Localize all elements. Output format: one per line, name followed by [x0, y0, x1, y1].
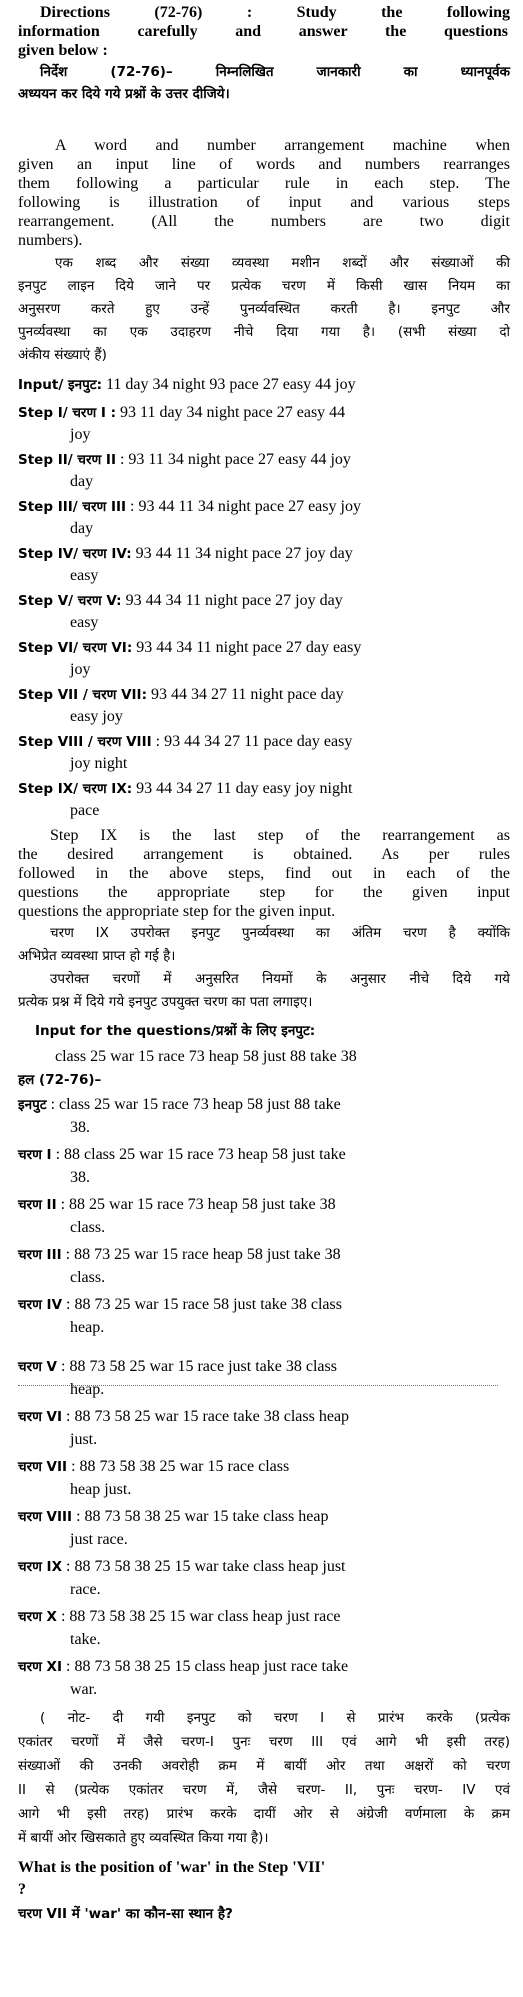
example-step-1: Step I/ चरण I : 93 11 day 34 night pace 27 easy 44 [18, 404, 346, 421]
solution-row-input: इनपुट : class 25 war 15 race 73 heap 58 just 88 take [18, 1096, 341, 1113]
solution-row-step-5: चरण V : 88 73 58 25 war 15 race just take 38 class [18, 1358, 337, 1375]
intro-line-6: numbers). [18, 232, 83, 249]
note-line-5: आगे भी इसी तरह) प्रारंभ करके दायीं ओर से अंग्रेजी वर्णमाला के क्रम [18, 1806, 510, 1822]
directions-line-2: information carefully and answer the questions [18, 23, 508, 40]
intro-hindi-line-2: इनपुट लाइन दिये जाने पर प्रत्येक चरण में किसी खास नियम का [18, 278, 510, 294]
example-step-9-cont: pace [70, 802, 100, 819]
solution-row-step-1: चरण I : 88 class 25 war 15 race 73 heap 58 just take [18, 1146, 346, 1163]
note-line-3: संख्याओं की उनकी अवरोही क्रम में बायीं ओर तथा अक्षरों को चरण [18, 1758, 510, 1774]
example-step-2: Step II/ चरण II : 93 11 34 night pace 27 easy 44 joy [18, 451, 351, 468]
solution-row-step-5-cont: heap. [70, 1381, 105, 1398]
intro-hindi-line-5: अंकीय संख्याएं हैं) [18, 347, 107, 363]
example-step-4-cont: easy [70, 567, 99, 584]
conclusion-hindi-line-1: चरण IX उपरोक्त इनपुट पुनर्व्यवस्था का अंतिम चरण है क्योंकि [50, 925, 510, 941]
question-english: What is the position of 'war' in the Step 'VII' [18, 1859, 326, 1876]
note-line-6: में बायीं ओर खिसकाते हुए व्यवस्थित किया गया है)। [18, 1830, 269, 1846]
solution-row-step-4: चरण IV : 88 73 25 war 15 race 58 just take 38 class [18, 1296, 342, 1313]
question-hindi: चरण VII में 'war' का कौन-सा स्थान है? [18, 1906, 233, 1922]
example-step-6: Step VI/ चरण VI: 93 44 34 11 night pace 27 day easy [18, 639, 362, 656]
solution-row-step-3: चरण III : 88 73 25 war 15 race heap 58 just take 38 [18, 1246, 341, 1263]
example-step-5: Step V/ चरण V: 93 44 34 11 night pace 27 joy day [18, 592, 343, 609]
solution-heading: हल (72-76)– [18, 1072, 102, 1088]
conclusion-hindi-line-2: अभिप्रेत व्यवस्था प्राप्त हो गई है। [18, 948, 176, 964]
intro-line-4: following is illustration of input and various steps [18, 194, 510, 211]
solution-row-step-1-cont: 38. [70, 1169, 90, 1186]
example-step-6-cont: joy [70, 661, 91, 678]
solution-row-step-9: चरण IX : 88 73 58 38 25 15 war take class heap just [18, 1558, 346, 1575]
solution-row-step-6: चरण VI : 88 73 58 25 war 15 race take 38 class heap [18, 1408, 350, 1425]
solution-row-step-8-cont: just race. [70, 1531, 128, 1548]
example-step-2-cont: day [70, 473, 94, 490]
conclusion-line-2: the desired arrangement is obtained. As per rules [18, 846, 510, 863]
intro-line-5: rearrangement. (All the numbers are two digit [18, 213, 510, 230]
solution-row-step-8: चरण VIII : 88 73 58 38 25 war 15 take class heap [18, 1508, 329, 1525]
solution-row-step-10-cont: take. [70, 1631, 101, 1648]
intro-hindi-line-4: पुनर्व्यवस्था का एक उदाहरण नीचे दिया गया है। (सभी संख्या दो [18, 324, 510, 340]
conclusion-line-5: questions the appropriate step for the given input. [18, 903, 336, 920]
example-step-8: Step VIII / चरण VIII : 93 44 34 27 11 pace day easy [18, 733, 353, 750]
solution-row-step-10: चरण X : 88 73 58 38 25 15 war class heap just race [18, 1608, 341, 1625]
intro-hindi-line-1: एक शब्द और संख्या व्यवस्था मशीन शब्दों और संख्याओं की [55, 255, 510, 271]
directions-hindi-line-2: अध्ययन कर दिये गये प्रश्नों के उत्तर दीजिये। [18, 86, 230, 102]
example-step-3-cont: day [70, 520, 94, 537]
example-step-3: Step III/ चरण III : 93 44 11 34 night pace 27 easy joy [18, 498, 361, 515]
solution-row-step-7: चरण VII : 88 73 58 38 25 war 15 race class [18, 1458, 290, 1475]
example-step-4: Step IV/ चरण IV: 93 44 11 34 night pace 27 joy day [18, 545, 353, 562]
conclusion-hindi-line-3: उपरोक्त चरणों में अनुसरित नियमों के अनुसार नीचे दिये गये [50, 971, 510, 987]
note-line-1: ( नोट- दी गयी इनपुट को चरण I से प्रारंभ करके (प्रत्येक [40, 1710, 510, 1726]
conclusion-line-1: Step IX is the last step of the rearrangement as [50, 827, 510, 844]
directions-line-3: given below : [18, 42, 108, 59]
solution-row-step-3-cont: class. [70, 1269, 106, 1286]
solution-row-input-cont: 38. [70, 1119, 90, 1136]
directions-line-1: Directions (72-76) : Study the following [40, 4, 510, 21]
solution-row-step-2: चरण II : 88 25 war 15 race 73 heap 58 just take 38 [18, 1196, 336, 1213]
solution-row-step-2-cont: class. [70, 1219, 106, 1236]
example-input [18, 375, 356, 395]
intro-line-1: A word and number arrangement machine when [55, 137, 510, 154]
example-step-5-cont: easy [70, 614, 99, 631]
example-step-1-cont: joy [70, 426, 91, 443]
question-input-text: class 25 war 15 race 73 heap 58 just 88 take 38 [55, 1048, 357, 1065]
solution-row-step-7-cont: heap just. [70, 1481, 132, 1498]
example-step-7-cont: easy joy [70, 708, 123, 725]
intro-line-3: them following a particular rule in each step. The [18, 175, 510, 192]
question-input-label: Input for the questions/प्रश्नों के लिए इनपुट: [35, 1023, 316, 1039]
solution-row-step-11: चरण XI : 88 73 58 38 25 15 class heap just race take [18, 1658, 349, 1675]
question-english-cont: ? [18, 1881, 26, 1898]
note-line-4: II से (प्रत्येक एकांतर चरण में, जैसे चरण- II, पुनः चरण- IV एवं [18, 1782, 510, 1798]
example-step-8-cont: joy night [70, 755, 128, 772]
conclusion-line-3: followed in the above steps, find out in each of the [18, 865, 510, 882]
solution-row-step-4-cont: heap. [70, 1319, 105, 1336]
intro-hindi-line-3: अनुसरण करते हुए उन्हें पुनर्व्यवस्थित करती है। इनपुट और [18, 301, 510, 317]
solution-row-step-9-cont: race. [70, 1581, 101, 1598]
example-input-text: 11 day 34 night 93 pace 27 easy 44 joy [105, 376, 356, 393]
example-step-9: Step IX/ चरण IX: 93 44 34 27 11 day easy joy night [18, 780, 353, 797]
solution-row-step-6-cont: just. [70, 1431, 98, 1448]
intro-line-2: given an input line of words and numbers rearranges [18, 156, 510, 173]
note-line-2: एकांतर चरणों में जैसे चरण-I पुनः चरण III एवं आगे भी इसी तरह) [18, 1734, 510, 1750]
conclusion-line-4: questions the appropriate step for the given input [18, 884, 510, 901]
conclusion-hindi-line-4: प्रत्येक प्रश्न में दिये गये इनपुट उपयुक्त चरण का पता लगाइए। [18, 994, 313, 1010]
example-input-label: Input/ इनपुट: [18, 377, 102, 393]
solution-row-step-11-cont: war. [70, 1681, 98, 1698]
directions-hindi-line-1: निर्देश (72-76)– निम्नलिखित जानकारी का ध्यानपूर्वक [40, 64, 510, 80]
example-step-7: Step VII / चरण VII: 93 44 34 27 11 night pace day [18, 686, 344, 703]
